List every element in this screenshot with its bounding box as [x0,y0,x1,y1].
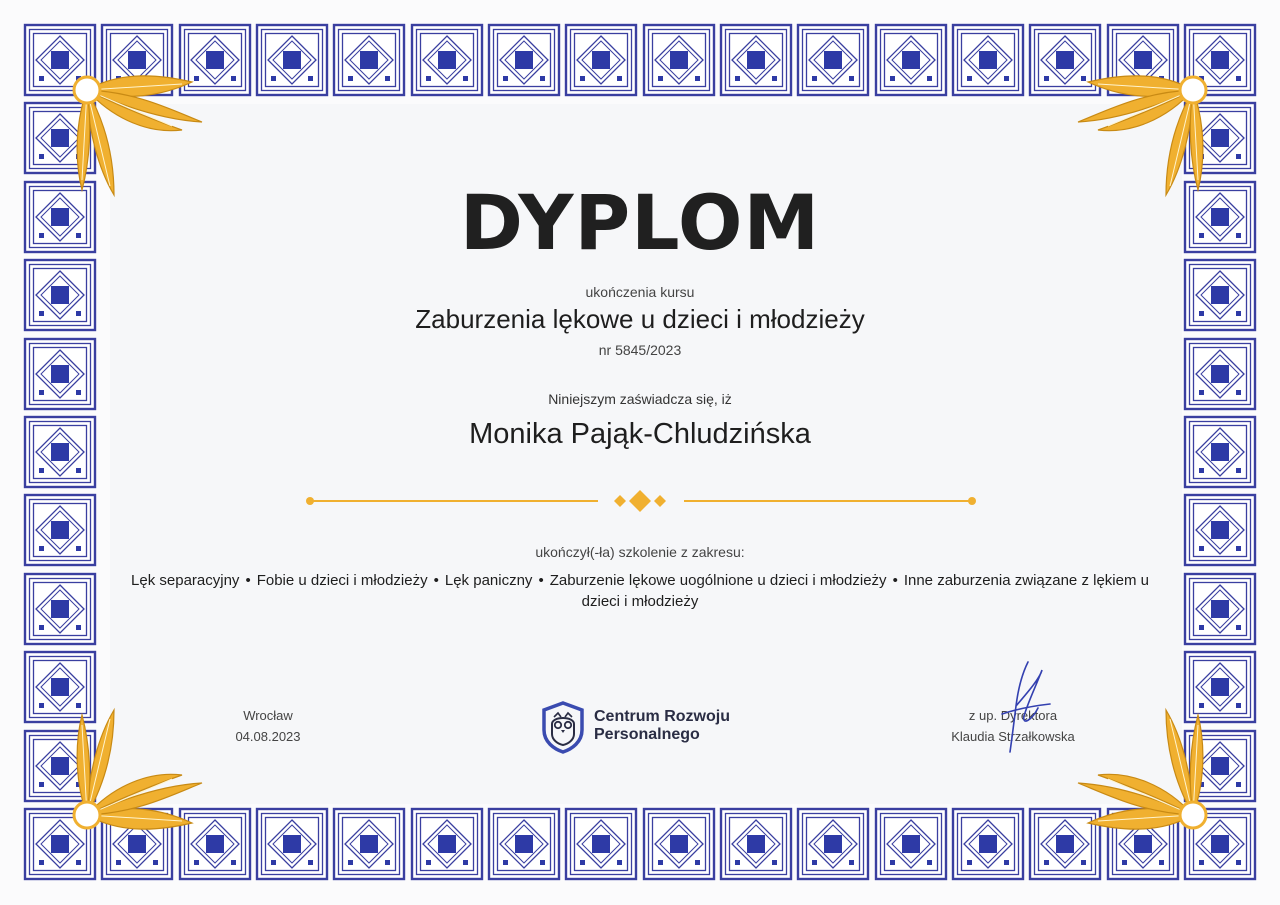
course-number: nr 5845/2023 [598,342,682,358]
diamond-small-right-icon [654,495,666,507]
signature-scribble [988,656,1068,760]
topic-item: Inne zaburzenia związane z lękiem u dzieci i młodzieży [581,572,1149,610]
diploma-title: DYPLOM [459,178,821,267]
logo-text [594,708,730,744]
diamond-center-icon [629,490,651,512]
issue-date: 04.08.2023 [235,729,301,744]
place: Wrocław [243,708,293,723]
scope-intro-text: ukończył(-ła) szkolenie z zakresu: [535,544,745,560]
logo-text-line2: Personalnego [594,726,700,743]
signatory-role: z up. Dyrektora [968,708,1058,723]
place-date-block [188,705,348,747]
topics-list [130,570,1150,612]
divider-ornament [300,486,980,516]
topic-separator: • [538,572,544,589]
topic-item: Lęk separacyjny [131,572,240,589]
topic-separator: • [892,572,898,589]
diamond-small-left-icon [614,495,626,507]
course-name: Zaburzenia lękowe u dzieci i młodzieży [415,304,865,334]
topic-separator: • [245,572,251,589]
recipient-name: Monika Pająk-Chludzińska [469,418,811,450]
topic-separator: • [433,572,439,589]
certify-text: Niniejszym zaświadcza się, iż [548,391,732,407]
topic-item: Lęk paniczny [444,572,533,589]
logo-text-line1: Centrum Rozwoju [594,708,730,725]
owl-shield-icon [540,700,586,754]
organization-logo [540,700,780,756]
topic-item: Zaburzenie lękowe uogólnione u dzieci i młodzieży [549,572,887,589]
signatory-name: Klaudia Strzałkowska [951,729,1075,744]
course-intro-text: ukończenia kursu [585,284,695,300]
topic-item: Fobie u dzieci i młodzieży [256,572,428,589]
